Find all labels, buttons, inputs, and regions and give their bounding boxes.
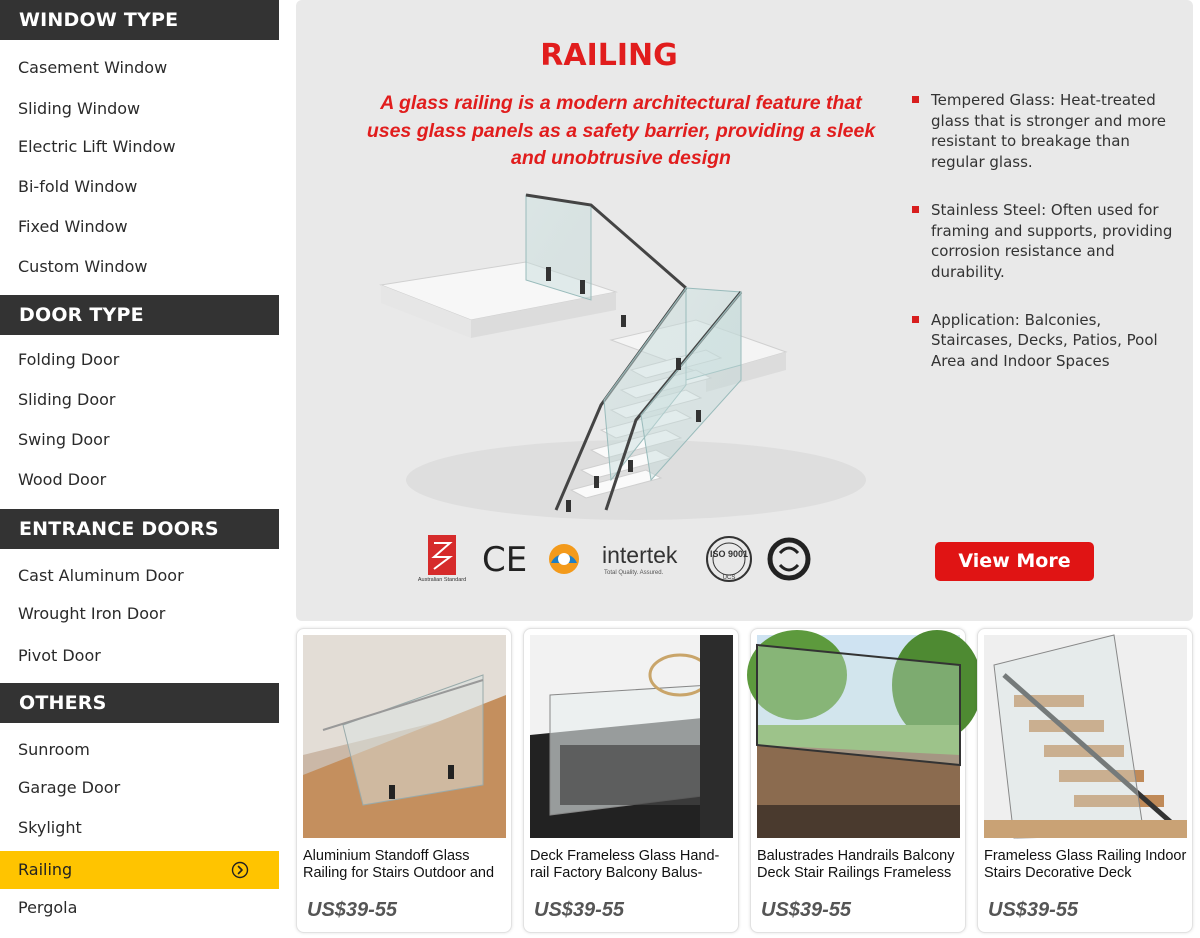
others-header: OTHERS [0,683,279,723]
sidebar-item-casement-window[interactable]: Casement Window [18,58,168,77]
feature-text: Tempered Glass: Heat-treated glass that is stronger and more resistant to breakage than regular glass. [931,91,1167,172]
railing-hero-banner [296,0,1193,621]
sidebar-item-cast-aluminum-door[interactable]: Cast Aluminum Door [18,566,184,585]
sidebar-item-label: Railing [18,860,73,879]
svg-text:ISO 9001: ISO 9001 [709,549,749,559]
sidebar-item-custom-window[interactable]: Custom Window [18,257,148,276]
product-name[interactable]: Frameless Glass Railing Indoor Stairs Decorative Deck [984,848,1187,881]
sidebar-item-fixed-window[interactable]: Fixed Window [18,217,128,236]
product-price: US$39-55 [307,899,398,921]
intertek-logo: intertek [602,542,678,568]
certification-logos [417,533,814,588]
product-image [984,635,1187,838]
product-price: US$39-55 [761,899,852,921]
feature-list [910,90,1180,399]
product-name[interactable]: Aluminium Standoff Glass Railing for Stairs Outdoor and [303,848,495,881]
window-type-header: WINDOW TYPE [0,0,279,40]
sidebar-item-sliding-door[interactable]: Sliding Door [18,390,116,409]
feature-item [910,200,1180,283]
feature-text: Application: Balconies, Staircases, Decks, Patios, Pool Area and Indoor Spaces [931,310,1158,371]
product-name[interactable]: Balustrades Handrails Balcony Deck Stair Railings Frameless [757,848,955,881]
svg-text:Total Quality. Assured.: Total Quality. Assured. [604,570,664,576]
product-card[interactable] [977,628,1193,933]
chevron-right-circle-icon [231,861,249,879]
csa-logo [770,540,808,578]
bullet-square-icon [912,316,919,323]
svg-text:UCS: UCS [722,575,736,581]
product-card[interactable] [296,628,512,933]
category-sidebar [0,0,279,938]
product-price: US$39-55 [988,899,1079,921]
product-image [303,635,506,838]
door-type-header: DOOR TYPE [0,295,279,335]
sidebar-item-folding-door[interactable]: Folding Door [18,350,120,369]
australian-standard-logo [418,535,466,583]
product-card[interactable] [750,628,966,933]
iso-9001-logo [707,537,751,581]
energy-rating-logo [549,544,579,574]
sidebar-item-sliding-window[interactable]: Sliding Window [18,99,141,118]
feature-item [910,310,1180,372]
sidebar-item-pergola[interactable]: Pergola [18,898,78,917]
sidebar-item-pivot-door[interactable]: Pivot Door [18,646,101,665]
sidebar-item-garage-door[interactable]: Garage Door [18,778,121,797]
view-more-button[interactable]: View More [935,542,1094,581]
product-name[interactable]: Deck Frameless Glass Hand-rail Factory Balcony Balus- [530,848,720,881]
hero-description: A glass railing is a modern architectural feature that uses glass panels as a safety barrier, providing a sleek and unobtrusive design [366,92,876,169]
ce-mark-logo: CE [482,540,528,580]
entrance-doors-header: ENTRANCE DOORS [0,509,279,549]
product-card[interactable] [523,628,739,933]
product-image [530,635,733,838]
sidebar-item-railing[interactable] [0,851,279,889]
sidebar-item-wood-door[interactable]: Wood Door [18,470,107,489]
sidebar-item-sunroom[interactable]: Sunroom [18,740,90,759]
sidebar-item-swing-door[interactable]: Swing Door [18,430,110,449]
sidebar-item-wrought-iron-door[interactable]: Wrought Iron Door [18,604,166,623]
glass-railing-staircase-image [376,180,866,530]
page-title: RAILING [540,38,678,73]
bullet-square-icon [912,96,919,103]
sidebar-item-electric-lift-window[interactable]: Electric Lift Window [18,137,176,156]
svg-text:Australian Standard: Australian Standard [417,577,467,583]
sidebar-item-skylight[interactable]: Skylight [18,818,82,837]
feature-item [910,90,1180,173]
bullet-square-icon [912,206,919,213]
feature-text: Stainless Steel: Often used for framing and supports, providing corrosion resistance and durability. [931,200,1173,281]
product-price: US$39-55 [534,899,625,921]
sidebar-item-bi-fold-window[interactable]: Bi-fold Window [18,177,138,196]
product-image [757,635,960,838]
